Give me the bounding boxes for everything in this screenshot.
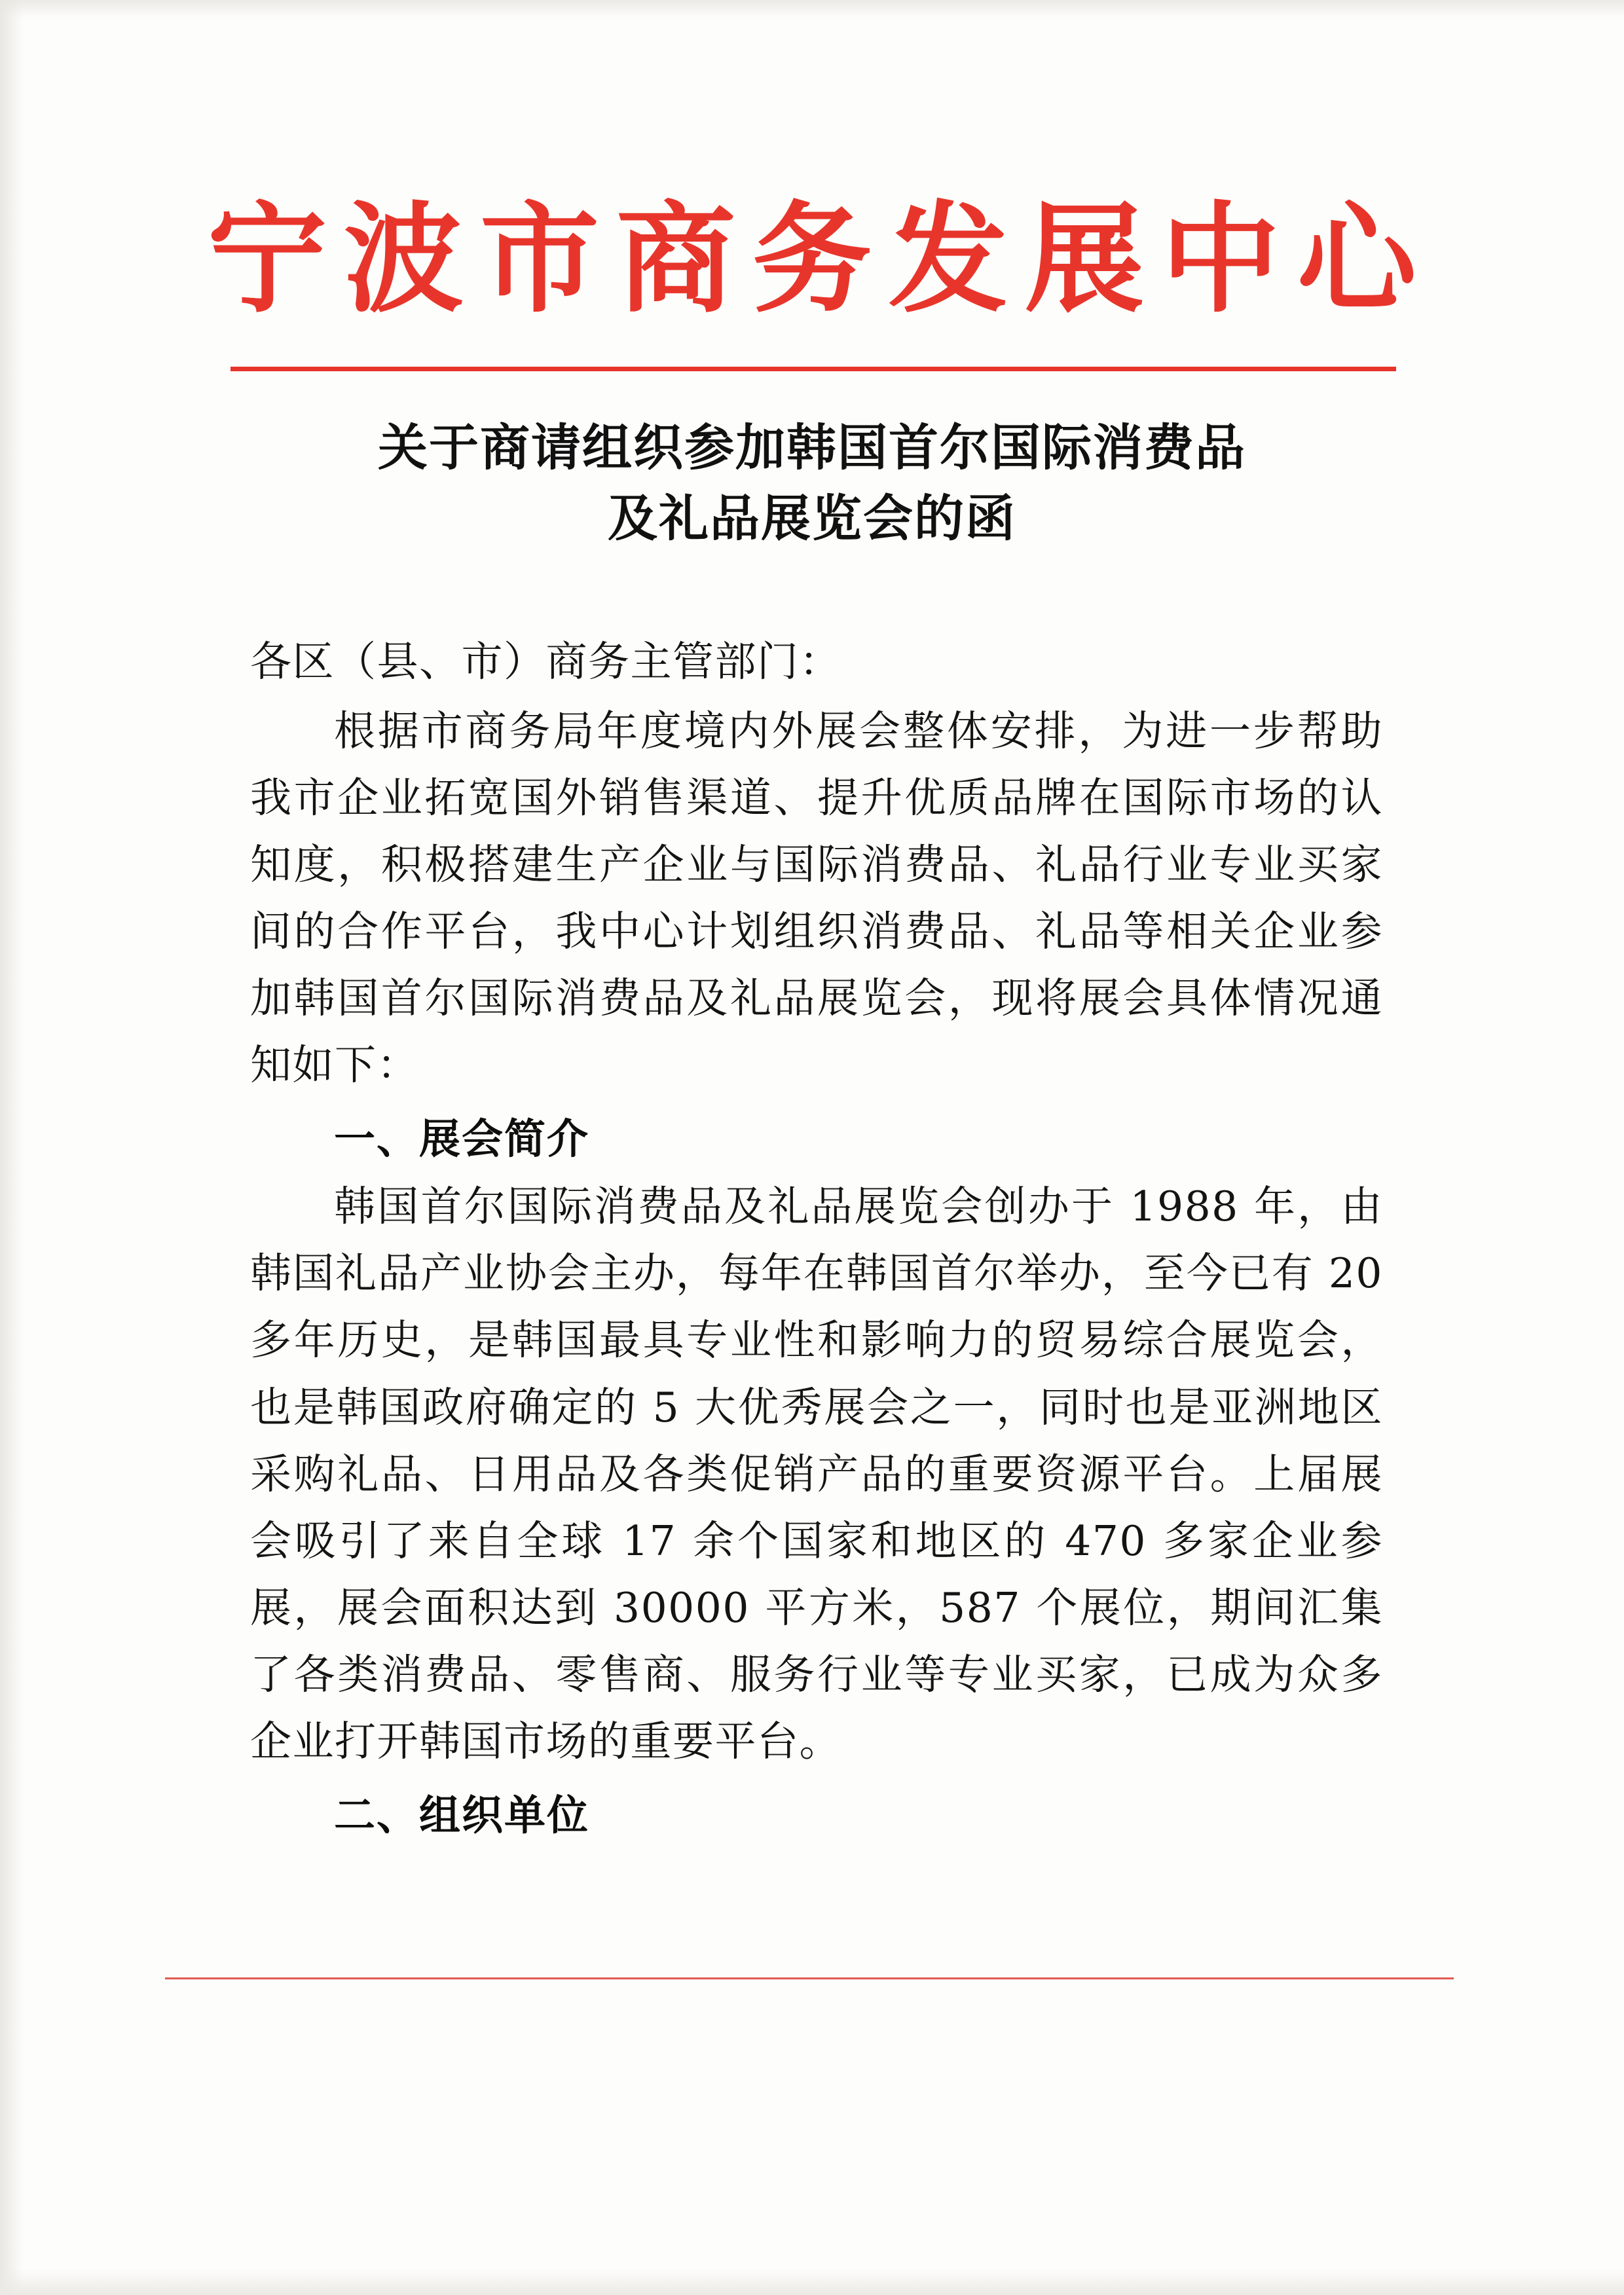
scan-edge-top: [0, 0, 1624, 18]
document-title-line-2: 及礼品展览会的函: [608, 488, 1016, 547]
section-heading-1: 一、展会简介: [334, 1114, 589, 1164]
intro-paragraph: 根据市商务局年度境内外展会整体安排，为进一步帮助我市企业拓宽国外销售渠道、提升优质品牌在国际市场的认知度，积极搭建生产企业与国际消费品、礼品行业专业买家间的合作平台，我中心计划组织消费品、礼品等相关企业参加韩国首尔国际消费品及礼品展览会，现将展会具体情况通知如下：: [250, 707, 1383, 1090]
document-body: [250, 629, 1383, 1850]
document-title-line-1: 关于商请组织参加韩国首尔国际消费品: [378, 418, 1246, 477]
letterhead-organization: 宁波市商务发展中心: [208, 189, 1433, 329]
letterhead: [0, 189, 1624, 329]
document-title: [223, 413, 1401, 554]
salutation: 各区（县、市）商务主管部门：: [250, 638, 841, 686]
letterhead-divider: [231, 367, 1396, 371]
footer-divider: [165, 1977, 1454, 1979]
scan-edge-bottom: [0, 2269, 1624, 2295]
section-body-1: 韩国首尔国际消费品及礼品展览会创办于 1988 年，由韩国礼品产业协会主办，每年在韩国首尔举办，至今已有 20 多年历史，是韩国最具专业性和影响力的贸易综合展览会，也是韩国政府确定的 5 大优秀展会之一，同时也是亚洲地区采购礼品、日用品及各类促销产品的重要资源平台。上届展会吸引了来自全球 17 余个国家和地区的 470 多家企业参展，展会面积达到 30000 平方米，587 个展位，期间汇集了各类消费品、零售商、服务行业等专业买家，已成为众多企业打开韩国市场的重要平台。: [250, 1183, 1383, 1765]
scan-edge-left: [0, 0, 24, 2295]
section-heading-2: 二、组织单位: [334, 1790, 589, 1839]
